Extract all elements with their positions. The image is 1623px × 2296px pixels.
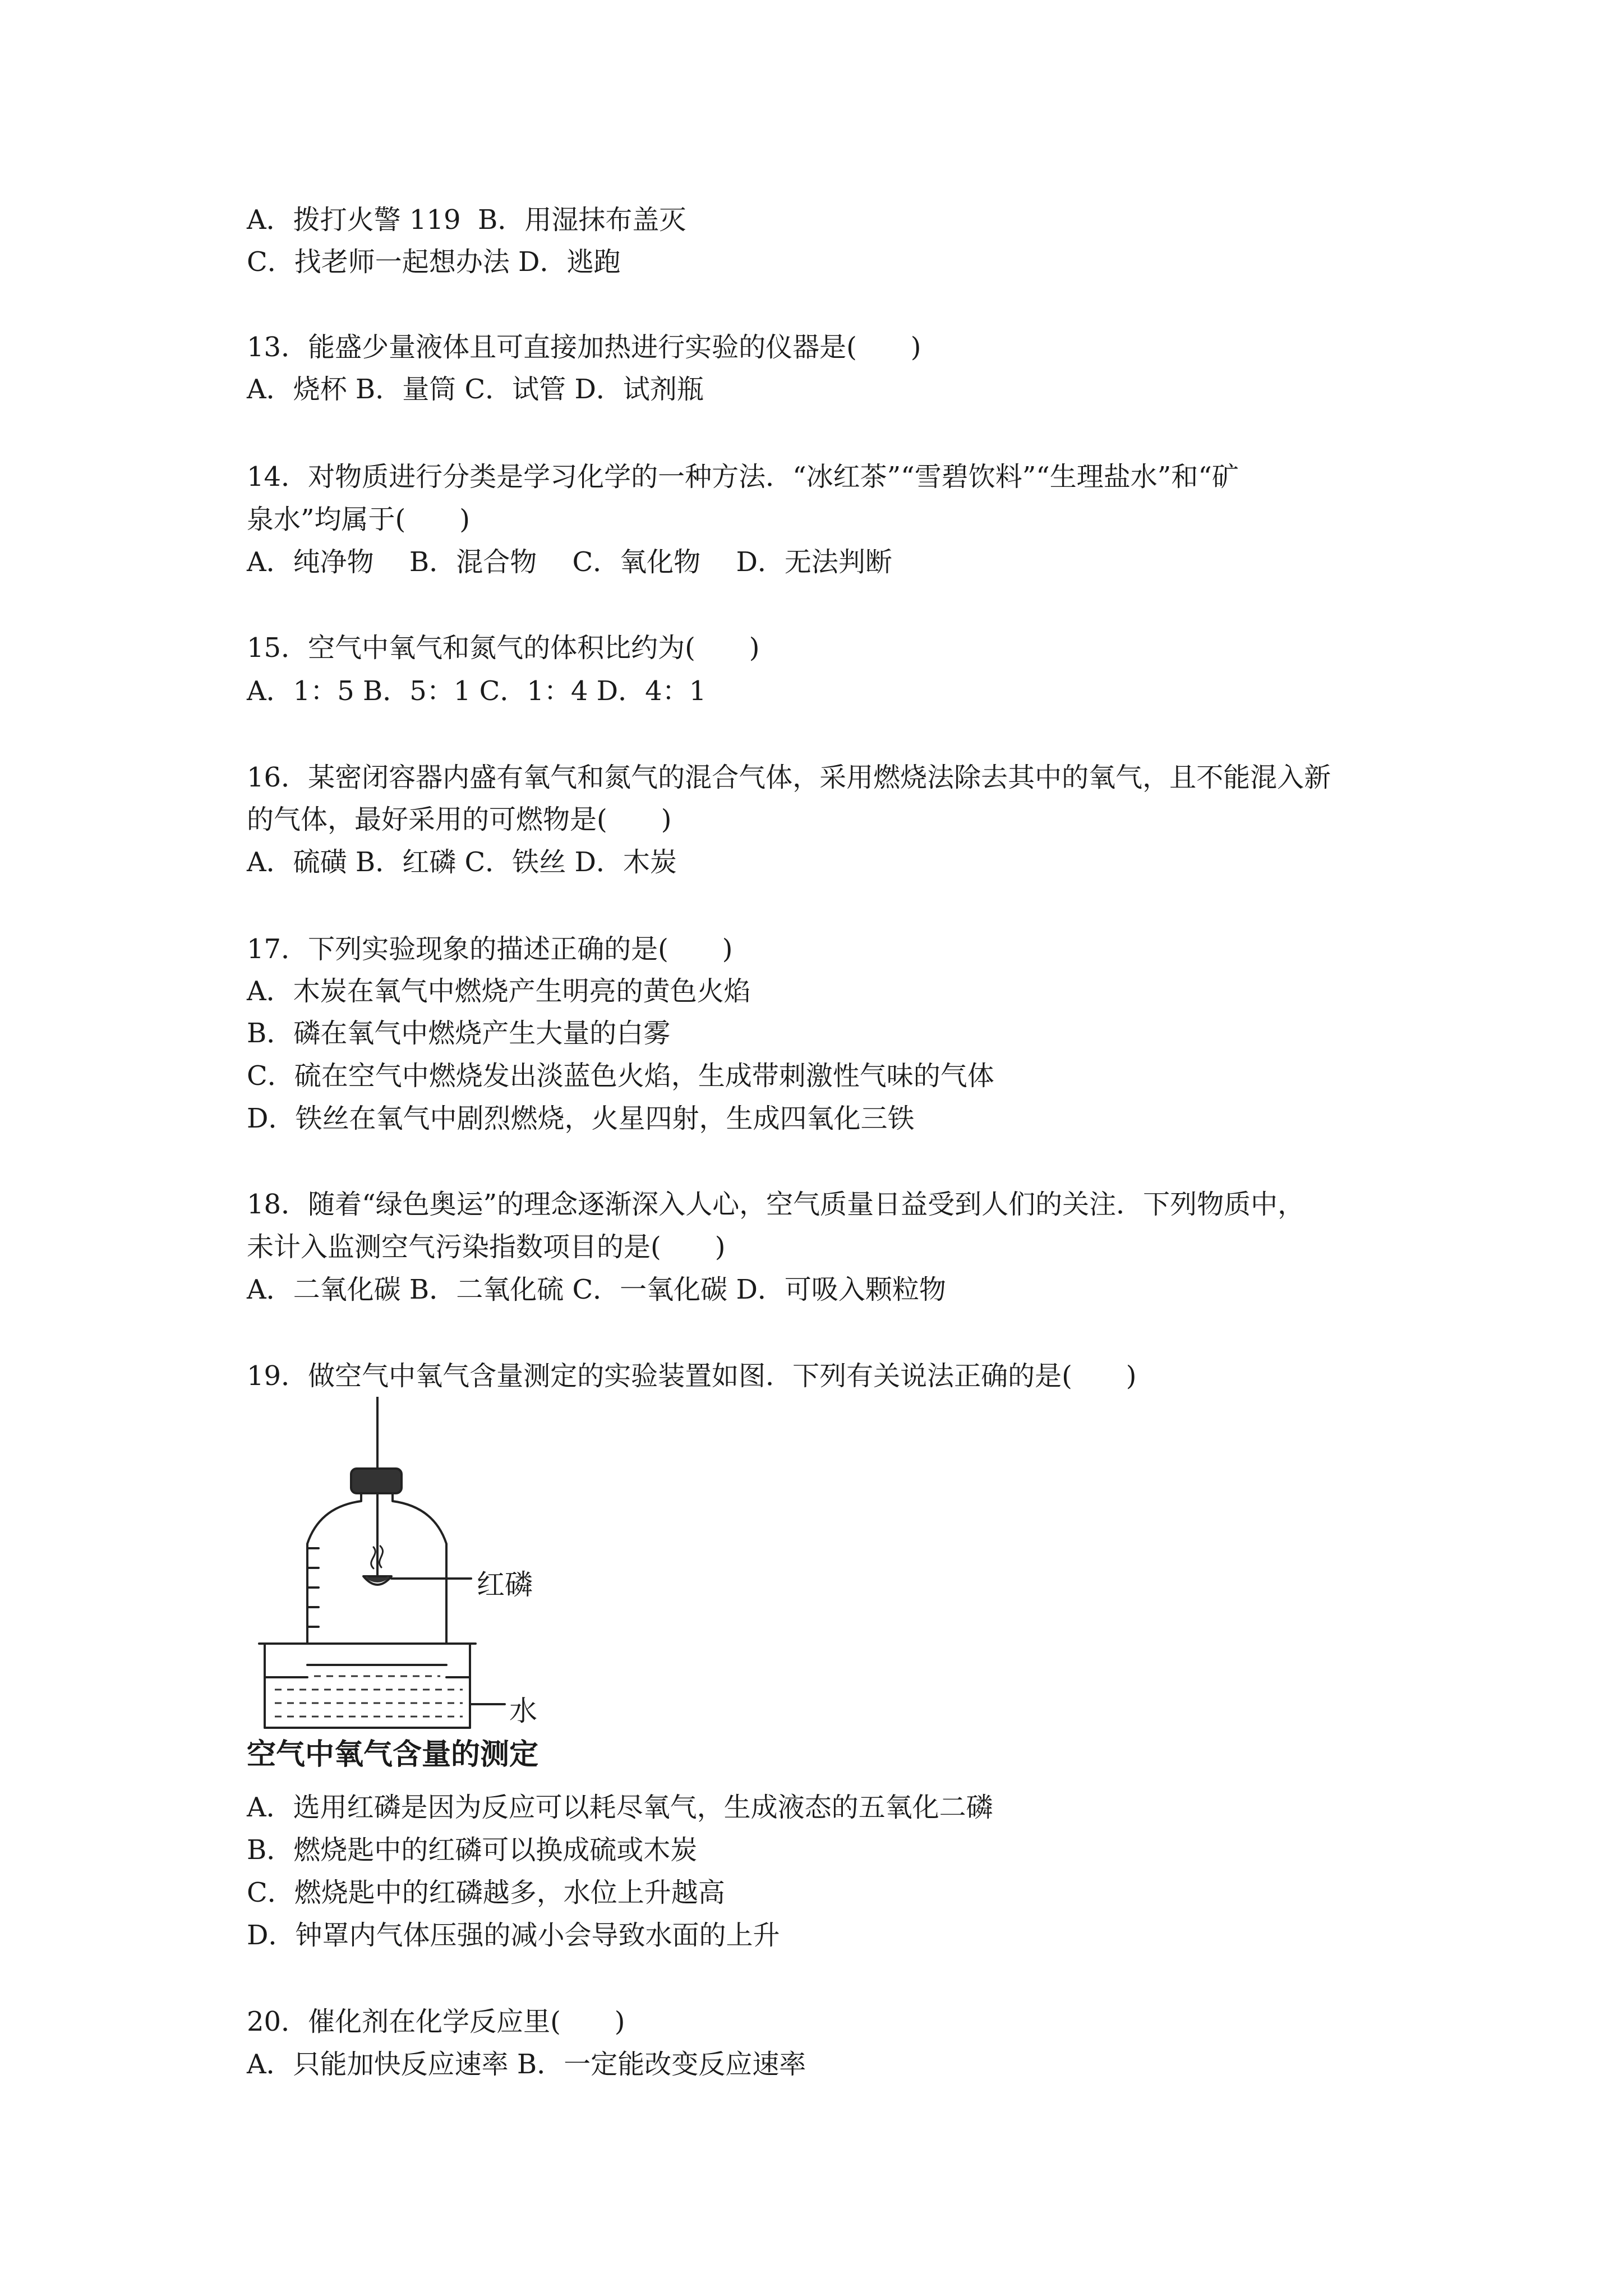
figure-caption: 空气中氧气含量的测定 [247, 1738, 539, 1772]
q14-stem-line1: 14．对物质进行分类是学习化学的一种方法．“冰红茶”“雪碧饮料”“生理盐水”和“矿 [247, 461, 1239, 493]
q17-option-a: A．木炭在氧气中燃烧产生明亮的黄色火焰 [247, 976, 751, 1007]
q19-option-c: C．燃烧匙中的红磷越多，水位上升越高 [247, 1877, 725, 1908]
q16-stem-line1: 16．某密闭容器内盛有氧气和氮气的混合气体，采用燃烧法除去其中的氧气，且不能混入新 [247, 762, 1331, 793]
label-water: 水 [509, 1695, 537, 1727]
bell-jar-apparatus-illustration [241, 1397, 600, 1733]
q13-stem: 13．能盛少量液体且可直接加热进行实验的仪器是( ) [247, 332, 921, 363]
q17-option-c: C．硫在空气中燃烧发出淡蓝色火焰，生成带刺激性气味的气体 [247, 1060, 994, 1092]
q15-stem: 15．空气中氧气和氮气的体积比约为( ) [247, 632, 760, 664]
q16-stem-line2: 的气体，最好采用的可燃物是( ) [247, 804, 672, 835]
q17-option-d: D．铁丝在氧气中剧烈燃烧，火星四射，生成四氧化三铁 [247, 1103, 915, 1134]
q15-options: A．1：5 B．5：1 C．1：4 D．4：1 [247, 675, 707, 707]
q19-option-a: A．选用红磷是因为反应可以耗尽氧气，生成液态的五氧化二磷 [247, 1792, 993, 1823]
q18-stem-line1: 18．随着“绿色奥运”的理念逐渐深入人心，空气质量日益受到人们的关注．下列物质中， [247, 1189, 1305, 1220]
q19-option-b: B．燃烧匙中的红磷可以换成硫或木炭 [247, 1834, 698, 1866]
q12-options-ab: A．拨打火警 119 B．用湿抹布盖灭 [247, 204, 686, 236]
q12-options-cd: C．找老师一起想办法 D．逃跑 [247, 246, 621, 278]
q19-option-d: D．钟罩内气体压强的减小会导致水面的上升 [247, 1920, 780, 1951]
q14-stem-line2: 泉水”均属于( ) [247, 504, 470, 535]
q17-option-b: B．磷在氧气中燃烧产生大量的白雾 [247, 1018, 671, 1049]
q16-options: A．硫磺 B．红磷 C．铁丝 D．木炭 [247, 846, 677, 878]
oxygen-measurement-figure [241, 1397, 600, 1789]
q18-stem-line2: 未计入监测空气污染指数项目的是( ) [247, 1231, 726, 1263]
q20-options: A．只能加快反应速率 B．一定能改变反应速率 [247, 2049, 806, 2080]
q17-stem: 17．下列实验现象的描述正确的是( ) [247, 933, 733, 965]
q19-stem: 19．做空气中氧气含量测定的实验装置如图．下列有关说法正确的是( ) [247, 1360, 1137, 1392]
q18-options: A．二氧化碳 B．二氧化硫 C．一氧化碳 D．可吸入颗粒物 [247, 1274, 946, 1305]
q14-options: A．纯净物 B．混合物 C．氧化物 D．无法判断 [247, 546, 892, 578]
q20-stem: 20．催化剂在化学反应里( ) [247, 2006, 625, 2037]
q13-options: A．烧杯 B．量筒 C．试管 D．试剂瓶 [247, 374, 704, 405]
label-red-phosphorus: 红磷 [477, 1568, 533, 1601]
